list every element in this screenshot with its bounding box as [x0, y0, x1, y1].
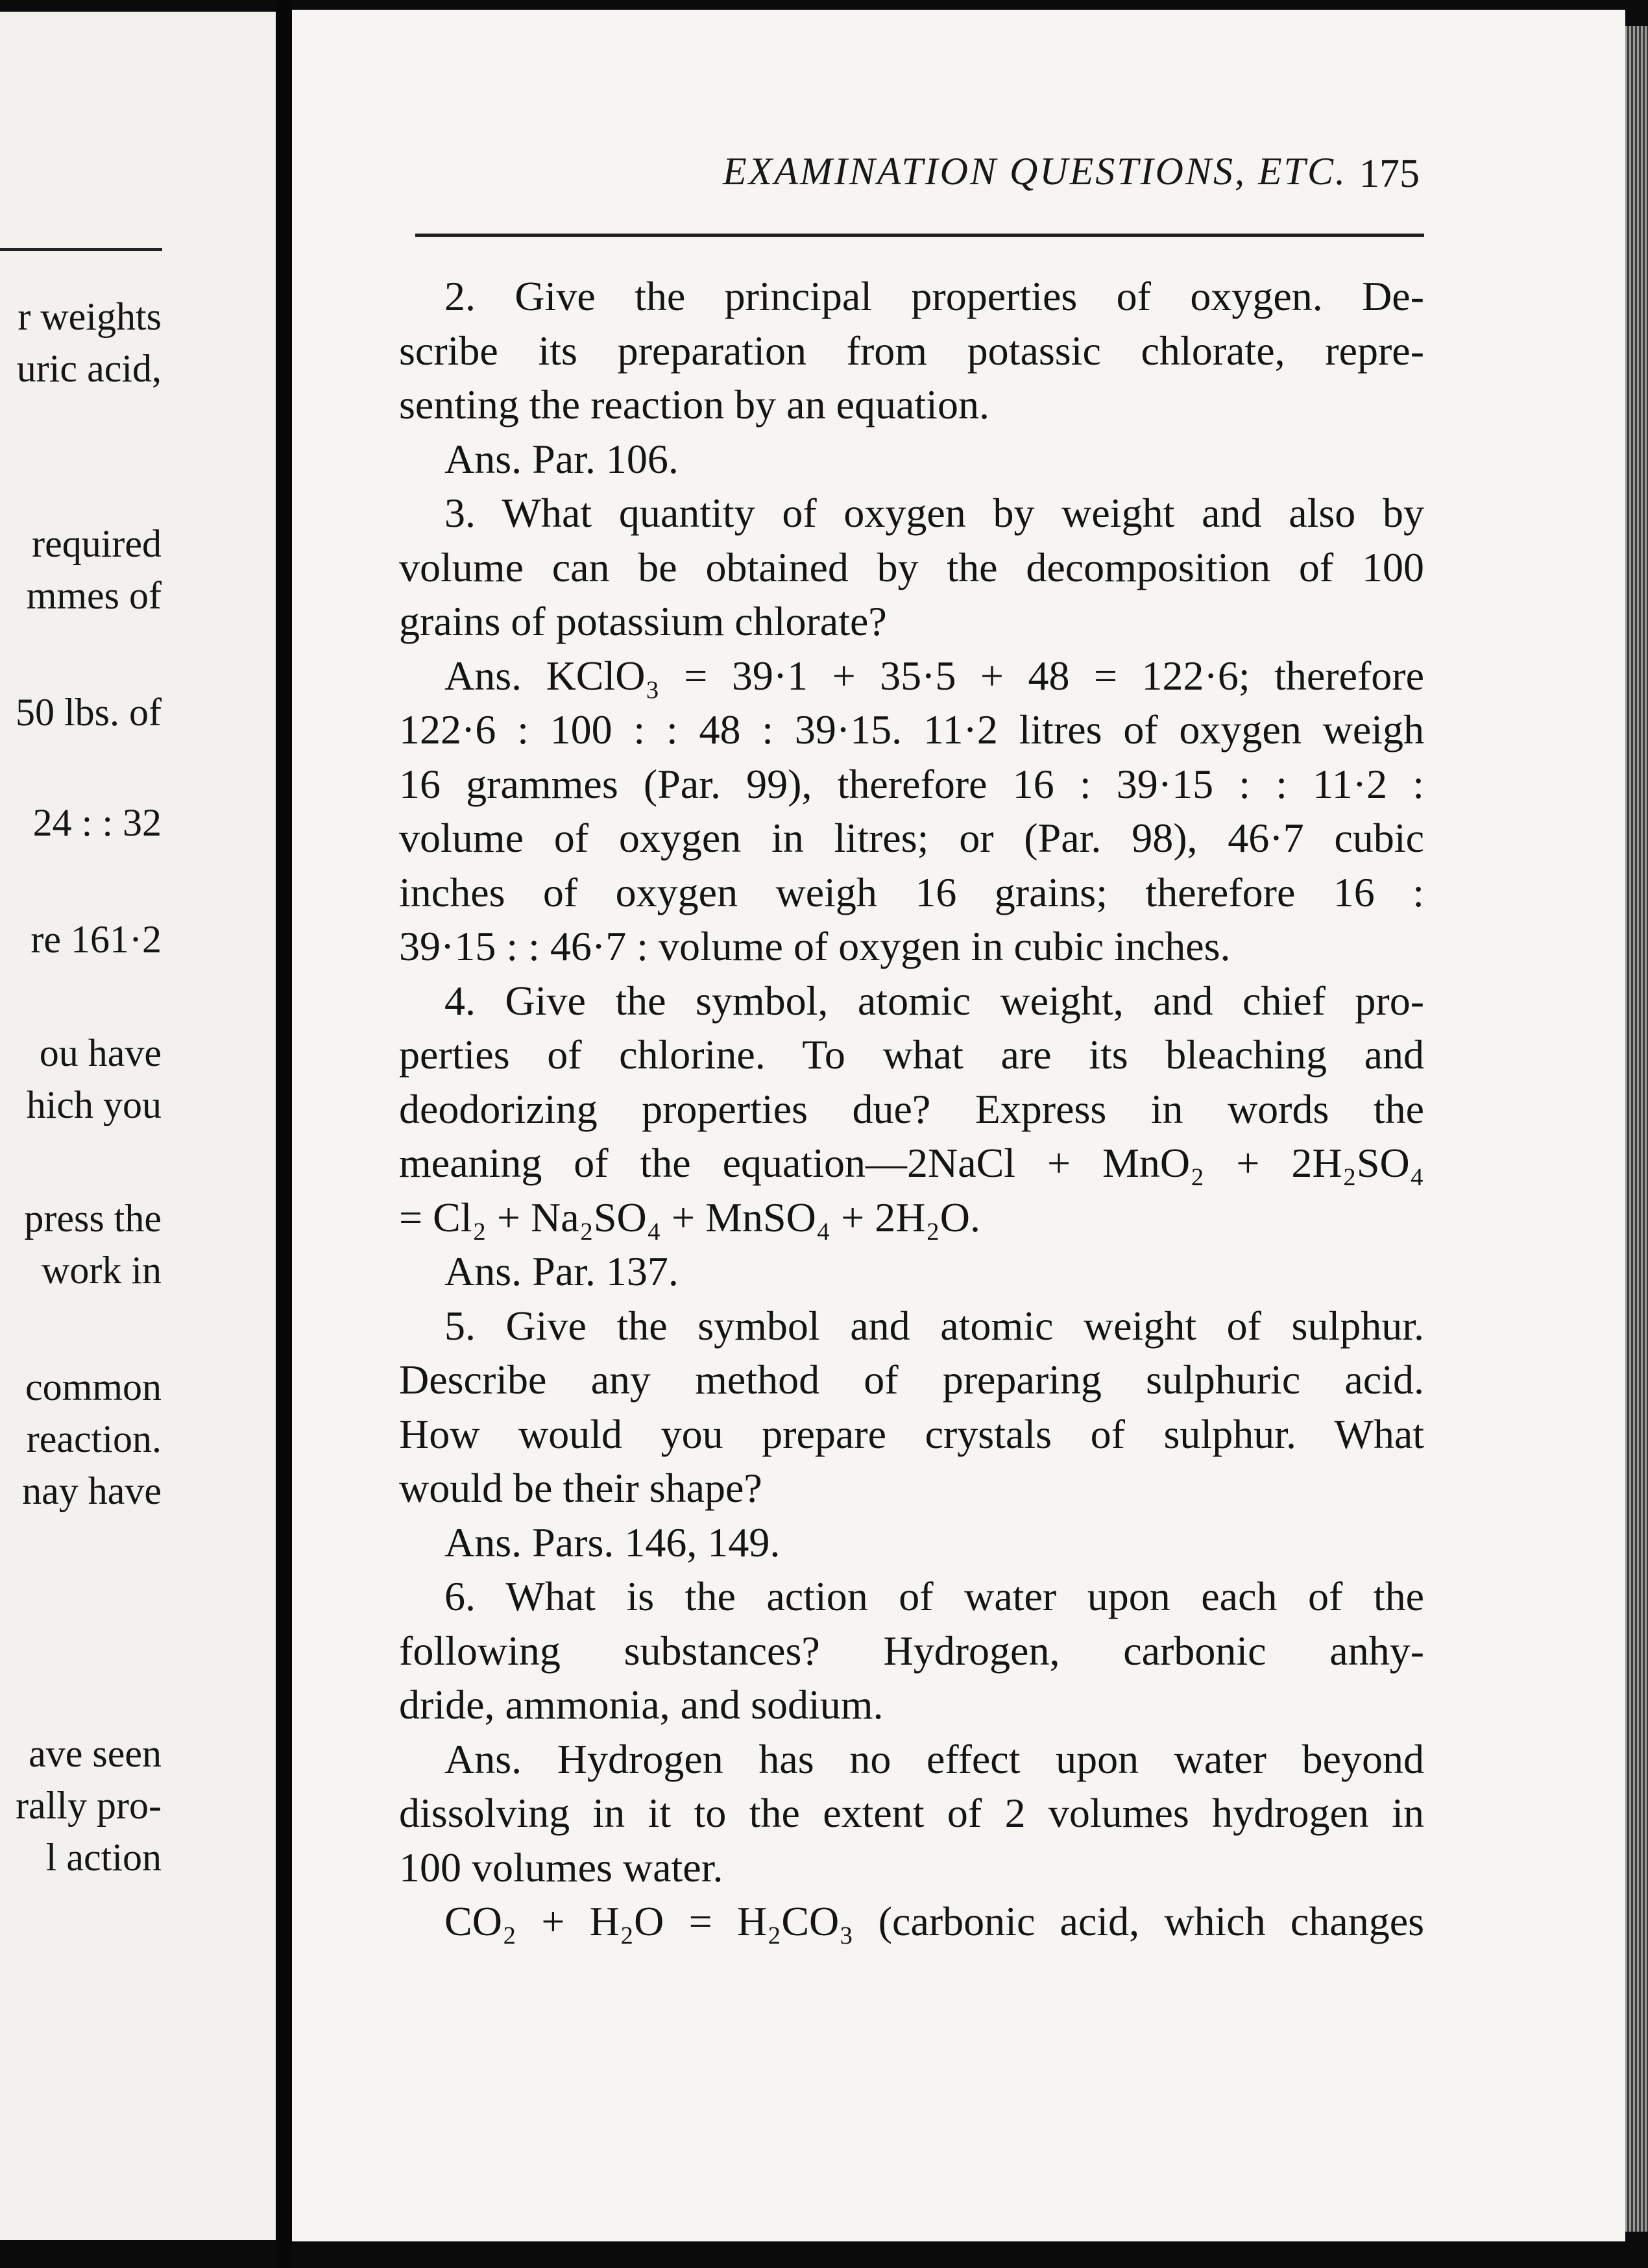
text-line: CO₂ + H₂O = H₂CO₃ (carbonic acid, which changes [444, 1898, 1424, 1944]
previous-page-line: required [32, 522, 162, 565]
previous-page-head-rule [0, 248, 162, 251]
text-line: 2. Give the principal properties of oxygen. De- [444, 273, 1424, 319]
text-line: Ans. Pars. 146, 149. [444, 1519, 781, 1565]
previous-page-line: reaction. [26, 1418, 162, 1460]
text-line: 4. Give the symbol, atomic weight, and chief pro- [444, 977, 1424, 1024]
text-line: 16 grammes (Par. 99), therefore 16 : 39·15 : : 11·2 : [399, 760, 1424, 807]
previous-page-line: rally pro- [16, 1784, 162, 1827]
text-line: perties of chlorine. To what are its bleaching and [399, 1031, 1424, 1078]
book-gutter [276, 0, 292, 2268]
text-line: dissolving in it to the extent of 2 volumes hydrogen in [399, 1790, 1424, 1836]
text-line: Ans. KClO₃ = 39·1 + 35·5 + 48 = 122·6; therefore [444, 652, 1424, 699]
text-line: volume of oxygen in litres; or (Par. 98), 46·7 cubic [399, 815, 1424, 861]
text-line: scribe its preparation from potassic chlorate, repre- [399, 327, 1424, 374]
text-line: volume can be obtained by the decomposition of 100 [399, 544, 1424, 590]
text-line: dride, ammonia, and sodium. [399, 1682, 884, 1728]
text-line: 100 volumes water. [399, 1844, 723, 1890]
previous-page-line: hich you [26, 1083, 162, 1126]
text-line: grains of potassium chlorate? [399, 598, 887, 644]
previous-page-line: common [25, 1366, 162, 1408]
text-line: How would you prepare crystals of sulphur. What [399, 1410, 1424, 1457]
text-line: senting the reaction by an equation. [399, 381, 989, 428]
text-line: Ans. Par. 137. [444, 1248, 679, 1294]
text-line: following substances? Hydrogen, carbonic anhy- [399, 1627, 1424, 1674]
previous-page-line: work in [42, 1249, 162, 1292]
main-page [292, 10, 1625, 2241]
text-line: meaning of the equation—2NaCl + MnO₂ + 2H₂SO₄ [399, 1140, 1424, 1186]
previous-page-fragment [0, 12, 276, 2240]
page-number: 175 [1359, 152, 1420, 196]
previous-page-line: press the [24, 1197, 162, 1240]
previous-page-line: nay have [22, 1469, 162, 1512]
previous-page-line: re 161·2 [30, 918, 162, 961]
previous-page-line: uric acid, [16, 347, 162, 390]
body-text [399, 269, 1424, 1949]
text-line: 3. What quantity of oxygen by weight and also by [444, 490, 1424, 536]
running-head: EXAMINATION QUESTIONS, ETC. [722, 150, 1348, 193]
text-line: Ans. Par. 106. [444, 435, 679, 482]
previous-page-line: mmes of [26, 574, 162, 617]
text-line: = Cl₂ + Na₂SO₄ + MnSO₄ + 2H₂O. [399, 1194, 980, 1240]
previous-page-line: 50 lbs. of [16, 691, 162, 734]
head-rule [415, 234, 1424, 237]
text-line: inches of oxygen weigh 16 grains; therefore 16 : [399, 869, 1424, 915]
previous-page-line: r weights [18, 295, 162, 338]
previous-page-line: ave seen [29, 1732, 162, 1775]
text-line: Describe any method of preparing sulphuric acid. [399, 1357, 1424, 1403]
text-line: 6. What is the action of water upon each of the [444, 1573, 1424, 1619]
previous-page-line: ou have [39, 1031, 162, 1074]
text-line: would be their shape? [399, 1465, 762, 1511]
text-line: 39·15 : : 46·7 : volume of oxygen in cubic inches. [399, 923, 1231, 969]
previous-page-line: 24 : : 32 [32, 801, 162, 844]
page-stack-edge [1625, 26, 1648, 2232]
text-line: 5. Give the symbol and atomic weight of sulphur. [444, 1302, 1424, 1349]
text-line: deodorizing properties due? Express in words the [399, 1085, 1424, 1132]
text-line: 122·6 : 100 : : 48 : 39·15. 11·2 litres of oxygen weigh [399, 706, 1424, 753]
text-line: Ans. Hydrogen has no effect upon water beyond [444, 1735, 1424, 1782]
previous-page-line: l action [45, 1836, 162, 1879]
